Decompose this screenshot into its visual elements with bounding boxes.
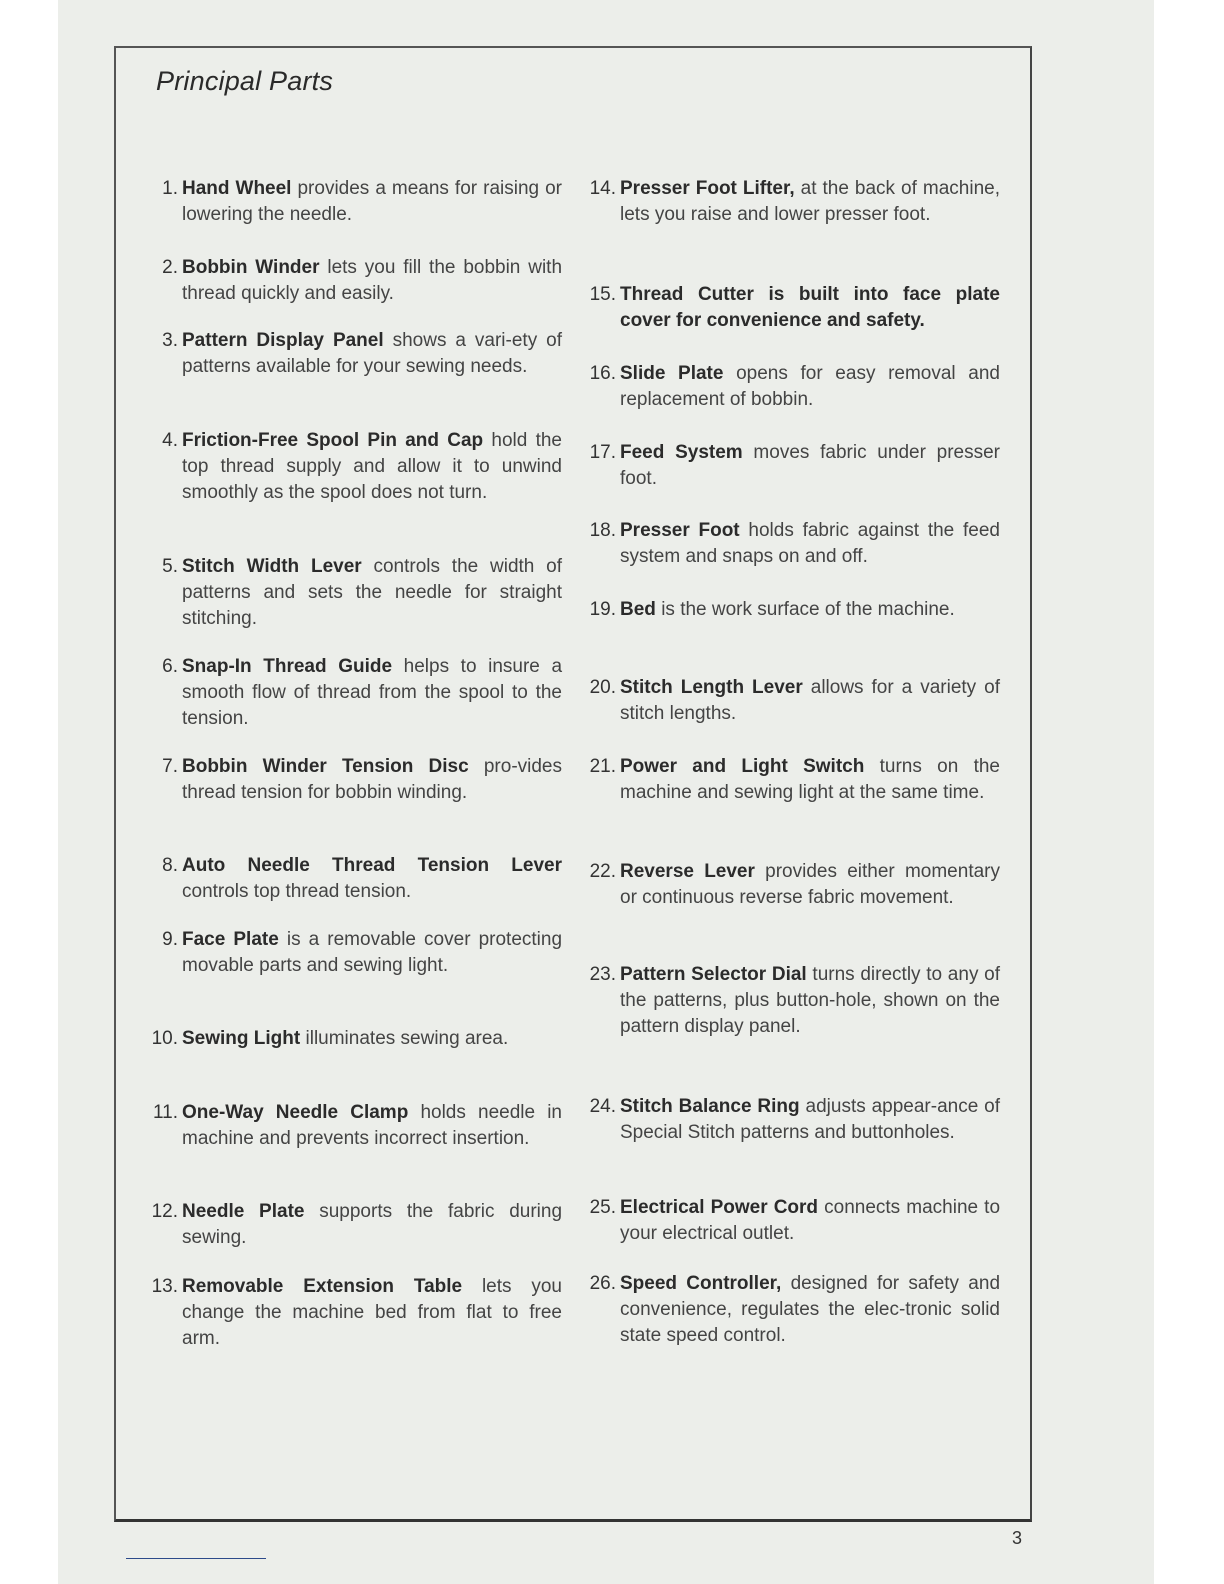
part-item [142, 554, 562, 632]
part-name: Bobbin Winder [182, 257, 320, 278]
part-item [580, 361, 1000, 413]
part-name: Sewing Light [182, 1028, 301, 1049]
part-name: Slide Plate [620, 363, 724, 384]
part-description: controls top thread tension. [182, 881, 412, 902]
part-item [142, 1100, 562, 1152]
part-item [580, 597, 1000, 623]
part-number: 18. [589, 520, 616, 541]
part-item [580, 1271, 1000, 1349]
part-description: at the back of machine, lets you raise and lower presser foot. [620, 178, 1000, 225]
part-name: Stitch Length Lever [620, 677, 803, 698]
part-name: Face Plate [182, 929, 279, 950]
part-number: 8. [162, 855, 178, 876]
part-name: Speed Controller, [620, 1273, 782, 1294]
part-number: 11. [152, 1102, 178, 1123]
part-number: 10. [151, 1028, 178, 1049]
part-number: 25. [589, 1197, 616, 1218]
part-description: pro-vides thread tension for bobbin winding. [182, 756, 563, 803]
part-name: Stitch Balance Ring [620, 1096, 800, 1117]
part-description: provides a means for raising or lowering the needle. [182, 178, 562, 225]
part-item [580, 962, 1000, 1040]
part-name: Feed System [620, 442, 743, 463]
part-item [580, 176, 1000, 228]
part-number: 2. [162, 257, 178, 278]
part-number: 1. [162, 178, 178, 199]
part-item [580, 440, 1000, 492]
part-description: provides either momentary or continuous reverse fabric movement. [620, 861, 1000, 908]
part-name: Snap-In Thread Guide [182, 656, 393, 677]
part-number: 5. [162, 556, 178, 577]
part-item [580, 1094, 1000, 1146]
part-number: 9. [162, 929, 178, 950]
part-number: 12. [151, 1201, 178, 1222]
part-item [142, 1199, 562, 1251]
part-number: 16. [589, 363, 616, 384]
part-number: 6. [162, 656, 178, 677]
part-name: Hand Wheel [182, 178, 292, 199]
part-name: Removable Extension Table [182, 1276, 463, 1297]
part-number: 17. [589, 442, 616, 463]
part-description: hold the top thread supply and allow it to unwind smoothly as the spool does not turn. [182, 430, 562, 503]
part-name: Pattern Display Panel [182, 330, 384, 351]
part-item [142, 328, 562, 380]
part-name: Auto Needle Thread Tension Lever [182, 855, 562, 876]
part-item [142, 176, 562, 228]
part-description: illuminates sewing area. [305, 1028, 509, 1049]
part-number: 21. [589, 756, 616, 777]
part-item [580, 1195, 1000, 1247]
part-description: is a removable cover protecting movable parts and sewing light. [182, 929, 563, 976]
part-description: moves fabric under presser foot. [620, 442, 1000, 489]
part-description: is the work surface of the machine. [661, 599, 955, 620]
part-name: Bed [620, 599, 656, 620]
part-item [142, 428, 562, 506]
part-number: 3. [162, 330, 178, 351]
part-description: helps to insure a smooth flow of thread from the spool to the tension. [182, 656, 563, 729]
part-name: Needle Plate [182, 1201, 305, 1222]
part-name: Thread Cutter is built into face plate cover for convenience and safety. [620, 284, 1000, 331]
part-item [142, 1274, 562, 1352]
part-description: connects machine to your electrical outlet. [620, 1197, 1001, 1244]
part-number: 22. [589, 861, 616, 882]
part-name: Friction-Free Spool Pin and Cap [182, 430, 484, 451]
part-item [142, 1026, 562, 1052]
part-item [142, 654, 562, 732]
part-description: lets you change the machine bed from flat to free arm. [182, 1276, 563, 1349]
part-name: Pattern Selector Dial [620, 964, 807, 985]
part-name: Power and Light Switch [620, 756, 865, 777]
part-item [580, 859, 1000, 911]
part-number: 23. [589, 964, 616, 985]
part-description: holds needle in machine and prevents incorrect insertion. [182, 1102, 563, 1149]
part-name: Bobbin Winder Tension Disc [182, 756, 469, 777]
part-description: turns on the machine and sewing light at the same time. [620, 756, 1000, 803]
part-description: controls the width of patterns and sets the needle for straight stitching. [182, 556, 563, 629]
part-description: supports the fabric during sewing. [182, 1201, 563, 1248]
page-number: 3 [1012, 1528, 1023, 1548]
part-item [142, 754, 562, 806]
part-description: adjusts appear-ance of Special Stitch patterns and buttonholes. [620, 1096, 1001, 1143]
part-number: 19. [589, 599, 616, 620]
part-name: Presser Foot Lifter, [620, 178, 795, 199]
part-item [580, 754, 1000, 806]
part-number: 26. [589, 1273, 616, 1294]
part-name: Electrical Power Cord [620, 1197, 819, 1218]
part-number: 7. [162, 756, 178, 777]
part-item [142, 927, 562, 979]
part-name: Reverse Lever [620, 861, 755, 882]
part-number: 24. [589, 1096, 616, 1117]
page-title: Principal Parts [156, 66, 334, 96]
part-description: shows a vari-ety of patterns available for your sewing needs. [182, 330, 562, 377]
part-name: Presser Foot [620, 520, 740, 541]
part-number: 4. [162, 430, 178, 451]
part-description: holds fabric against the feed system and snaps on and off. [620, 520, 1000, 567]
part-item [580, 282, 1000, 334]
part-description: lets you fill the bobbin with thread quickly and easily. [182, 257, 563, 304]
part-item [580, 518, 1000, 570]
part-item [580, 675, 1000, 727]
part-item [142, 255, 562, 307]
footer-rule [126, 1558, 266, 1559]
part-number: 20. [589, 677, 616, 698]
part-number: 14. [589, 178, 616, 199]
part-name: Stitch Width Lever [182, 556, 362, 577]
part-description: opens for easy removal and replacement of bobbin. [620, 363, 1000, 410]
part-description: designed for safety and convenience, regulates the elec-tronic solid state speed control. [620, 1273, 1001, 1346]
part-name: One-Way Needle Clamp [182, 1102, 409, 1123]
part-description: turns directly to any of the patterns, plus button-hole, shown on the pattern display panel. [620, 964, 1000, 1037]
part-item [142, 853, 562, 905]
part-number: 13. [151, 1276, 178, 1297]
part-description: allows for a variety of stitch lengths. [620, 677, 1001, 724]
part-number: 15. [589, 284, 616, 305]
